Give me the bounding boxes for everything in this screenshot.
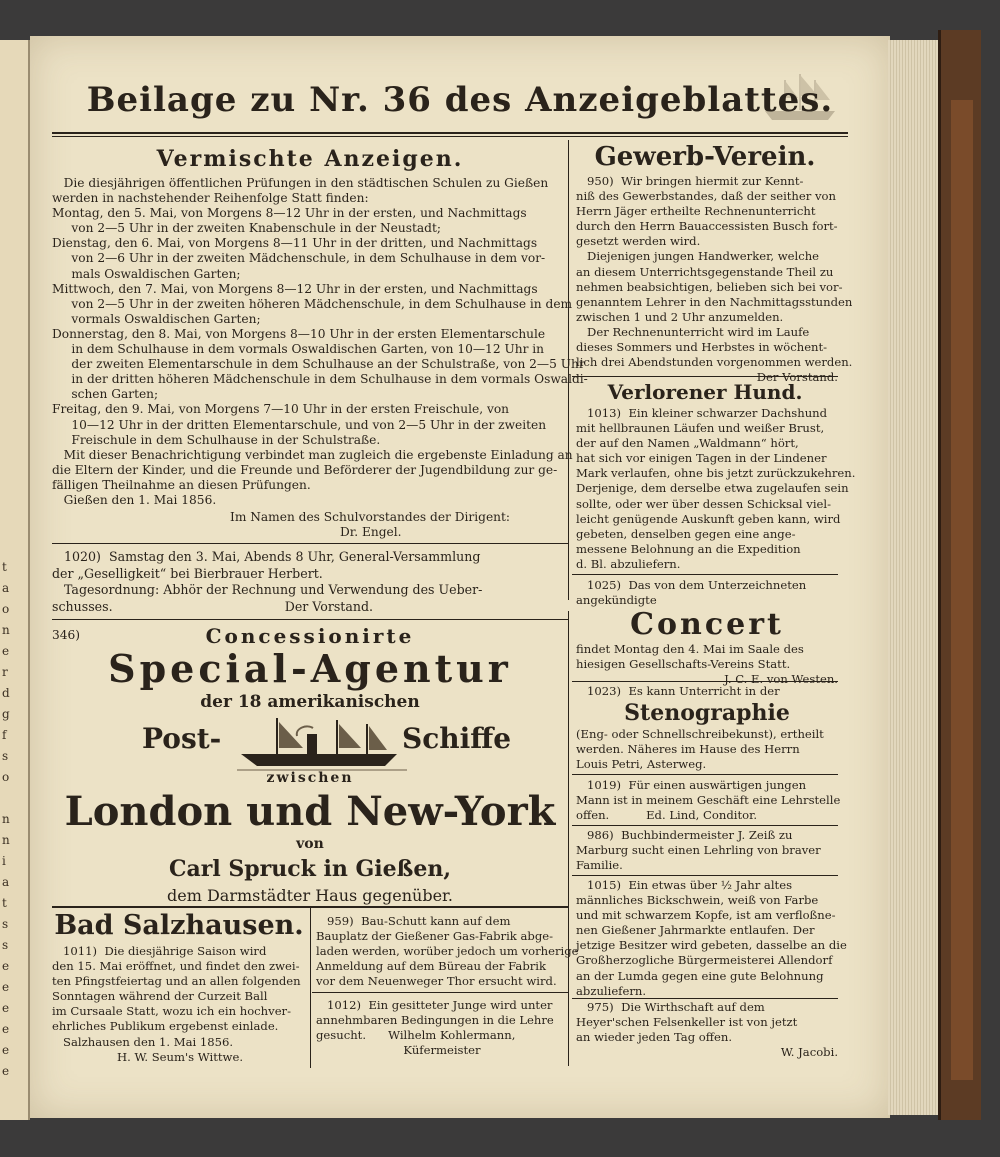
rule [572,681,838,682]
left-page-fragment: i [2,854,6,868]
salzhausen-line: im Cursaale Statt, wozu ich ein hochver- [52,1004,292,1019]
salzhausen-line: ten Pfingstfeiertag und an allen folgenden [52,974,301,989]
vermischte-line: Freitag, den 9. Mai, von Morgens 7—10 Uhr in der ersten Freischule, von [52,402,510,417]
page-edges [888,40,938,1115]
gewerb-line: Herrn Jäger ertheilte Rechnenunterricht [576,204,816,219]
left-page-fragment: e [2,1022,10,1036]
agentur-line9: dem Darmstädter Haus gegenüber. [166,886,454,905]
left-page-fragment: t [2,896,7,910]
vermischte-line: Freischule in dem Schulhause in der Schulstraße. [52,432,381,447]
agentur-line5: zwischen [266,770,354,786]
vermischte-line: fälligen Theilnahme an diesen Prüfungen. [52,477,311,492]
concert-line: hiesigen Gesellschafts-Vereins Statt. [576,657,791,672]
gewerb-line: 950) Wir bringen hiermit zur Kennt- [576,174,804,188]
concert-notice [576,578,838,687]
vermischte-line: von 2—5 Uhr in der zweiten höheren Mädchenschule, in dem Schulhause in dem [52,296,573,311]
schwein-notice [576,878,847,999]
buchbinder-line: Marburg sucht einen Lehrling von braver [576,843,821,858]
column-divider-lower [568,611,569,1066]
lehrstelle-line: Mann ist in meinem Geschäft eine Lehrstelle [576,793,841,808]
wirthschaft-lines [576,1000,838,1045]
rule [572,774,838,775]
lehre-notice [316,998,568,1058]
geselligkeit-line: der „Geselligkeit“ bei Bierbrauer Herbert. [52,565,323,581]
agentur-line8: Carl Spruck in Gießen, [168,856,452,882]
vermischte-line: Die diesjährigen öffentlichen Prüfungen in den städtischen Schulen zu Gießen [52,176,549,190]
salzhausen-signature: H. W. Seum's Wittwe. [116,1049,244,1064]
gewerb-heading: Gewerb-Verein. [594,142,816,172]
hund-notice [576,406,856,572]
geselligkeit-line: Tagesordnung: Abhör der Rechnung und Verwendung des Ueber- [52,582,483,597]
geselligkeit-notice [52,549,568,615]
hund-line: leicht genügende Auskunft geben kann, wird [576,511,841,526]
book-spine [938,30,981,1120]
schwein-line: an der Lumda gegen eine gute Belohnung [576,968,824,983]
vermischte-line: in dem Schulhause in dem vormals Oswaldischen Garten, von 10—12 Uhr in [52,342,545,357]
school-signature-line: Im Namen des Schulvorstandes der Dirigent: [230,510,511,524]
left-page-fragment: t [2,560,7,574]
concert-top-line: 1025) Das von dem Unterzeichneten [576,578,807,592]
salzhausen-line: Salzhausen den 1. Mai 1856. [52,1034,234,1049]
hund-line: Mark verlaufen, ohne bis jetzt zurückzukehren. [576,466,856,481]
geselligkeit-lines [52,549,568,615]
hund-lines [576,406,856,572]
vermischte-line: von 2—5 Uhr in der zweiten Knabenschule in der Neustadt; [52,221,441,236]
hund-line: 1013) Ein kleiner schwarzer Dachshund [576,406,828,420]
agentur-line7: von [296,836,324,852]
lehre-signature: Küfermeister [403,1043,481,1057]
left-page-fragment: f [2,728,7,742]
lehre-lines [316,998,568,1043]
hund-heading: Verlorener Hund. [607,380,803,404]
left-page-fragment: n [2,833,10,847]
left-page-fragment: n [2,812,10,826]
header-rule-thin [52,136,848,137]
gewerb-line: lich drei Abendstunden vorgenommen werden. [576,355,853,370]
vermischte-line: Donnerstag, den 8. Mai, von Morgens 8—10 Uhr in der ersten Elementarschule [52,326,546,341]
gewerb-notice [576,174,853,385]
schwein-lines [576,878,847,999]
buchbinder-lines [576,828,838,873]
lehre-line: gesucht. Wilhelm Kohlermann, [316,1028,516,1042]
schwein-line: jetzige Besitzer wird gebeten, dasselbe an die [576,938,847,953]
salzhausen-line: ehrliches Publikum ergebenst einlade. [52,1019,279,1034]
vermischte-lines [52,176,588,508]
rule [52,619,568,620]
concert-heading: Concert [630,607,784,643]
lehrstelle-line: offen. Ed. Lind, Conditor. [576,808,758,823]
steno-heading: Stenographie [624,700,790,727]
left-page-fragment: e [2,644,10,658]
lehrstelle-notice [576,778,841,823]
rule [572,574,838,575]
gewerb-line: niß des Gewerbstandes, daß der seither von [576,189,836,204]
bauschutt-lines [316,914,579,989]
wirthschaft-line: an wieder jeden Tag offen. [576,1030,733,1045]
lehre-line: annehmbaren Bedingungen in die Lehre [316,1013,554,1027]
wirthschaft-signature: W. Jacobi. [780,1045,838,1060]
vermischte-line: die Eltern der Kinder, und die Freunde und Beförderer der Jugendbildung zur ge- [52,462,558,477]
bauschutt-notice [316,914,579,989]
steno-line: (Eng- oder Schnellschreibekunst), ertheilt [576,727,824,742]
schwein-line: 1015) Ein etwas über ½ Jahr altes [576,878,793,892]
schwein-line: und mit schwarzem Kopfe, ist am verfloßne- [576,908,836,923]
page-title: Beilage zu Nr. 36 des Anzeigeblattes. [86,80,834,120]
hund-line: mit hellbraunen Läufen und weißer Brust, [576,421,825,436]
left-page-fragment: a [2,875,10,889]
buchbinder-notice [576,828,838,873]
left-page-fragment: n [2,623,10,637]
agentur-number: 346) [52,628,81,642]
rule [312,992,568,993]
rule [572,376,838,377]
agentur-line4b: Schiffe [402,722,512,755]
left-page-fragment: o [2,602,10,616]
bauschutt-line: Anmeldung auf dem Büreau der Fabrik [316,959,547,973]
rule [572,875,838,876]
gewerb-line: Der Rechnenunterricht wird im Laufe [576,324,810,339]
steno-lines [576,727,838,772]
left-page-fragment: e [2,1064,10,1078]
salzhausen-line: 1011) Die diesjährige Saison wird [52,944,267,958]
bauschutt-line: 959) Bau-Schutt kann auf dem [316,914,511,928]
salzhausen-line: den 15. Mai eröffnet, und findet den zwei- [52,959,300,974]
lehre-line: 1012) Ein gesitteter Junge wird unter [316,998,553,1012]
concert-top-line: angekündigte [576,593,657,608]
salzhausen-notice [52,944,308,1065]
concert-signature: J. C. E. von Westen. [724,672,838,687]
newspaper-page [30,36,890,1118]
left-page-fragment: a [2,581,10,595]
agentur-line2: Special-Agentur [108,646,512,691]
left-page-fragment: d [2,686,10,700]
buchbinder-line: Familie. [576,858,623,873]
vermischte-line: mals Oswaldischen Garten; [52,266,241,281]
school-signature-name: Dr. Engel. [340,525,402,539]
steno-notice [576,684,838,772]
hund-line: sollte, oder wer über dessen Schicksal viel- [576,496,832,511]
left-facing-page [0,40,30,1120]
left-page-fragment: e [2,1043,10,1057]
vermischte-line: Gießen den 1. Mai 1856. [52,492,217,507]
schwein-line: männliches Bickschwein, weiß von Farbe [576,893,819,908]
gewerb-lines [576,174,853,370]
hund-line: d. Bl. abzuliefern. [576,556,681,571]
header-rule [52,132,848,134]
vermischte-line: Montag, den 5. Mai, von Morgens 8—12 Uhr in der ersten, und Nachmittags [52,206,527,221]
agentur-line1: Concessionirte [205,624,415,648]
gewerb-line: an diesem Unterrichtsgegenstande Theil zu [576,264,834,279]
bauschutt-line: Bauplatz der Gießener Gas-Fabrik abge- [316,929,554,943]
concert-top-lines [576,578,838,608]
lehrstelle-lines [576,778,841,823]
gewerb-line: zwischen 1 und 2 Uhr anzumelden. [576,309,784,324]
vermischte-line: von 2—6 Uhr in der zweiten Mädchenschule, in dem Schulhause in dem vor- [52,251,546,266]
gewerb-line: dieses Sommers und Herbstes in wöchent- [576,340,828,355]
gewerb-line: durch den Herrn Bauaccessisten Busch fort- [576,219,838,234]
gewerb-line: Diejenigen jungen Handwerker, welche [576,249,820,264]
salzhausen-line: Sonntagen während der Curzeit Ball [52,989,268,1004]
vermischte-line: Mit dieser Benachrichtigung verbindet man zugleich die ergebenste Einladung an [52,447,573,462]
vermischte-line: der zweiten Elementarschule in dem Schulhause an der Schulstraße, von 2—5 Uhr [52,357,585,372]
left-page-fragment: s [2,938,9,952]
agentur-line3: der 18 amerikanischen [200,692,420,712]
bauschutt-line: laden werden, worüber jedoch um vorherige [316,944,579,958]
left-page-fragment: r [2,665,8,679]
vermischte-line: vormals Oswaldischen Garten; [52,311,261,326]
hund-line: der auf den Namen „Waldmann“ hört, [576,436,799,451]
schwein-line: Großherzogliche Bürgermeisterei Allendorf [576,953,833,968]
agentur-line6: London und New-York [64,788,556,835]
vermischte-line: werden in nachstehender Reihenfolge Statt finden: [52,191,369,206]
agentur-line4a: Post- [142,722,222,755]
vermischte-line: Dienstag, den 6. Mai, von Morgens 8—11 Uhr in der dritten, und Nachmittags [52,236,538,251]
concert-lines [576,642,838,672]
schwein-line: abzuliefern. [576,983,647,998]
left-page-fragment: o [2,770,10,784]
vermischte-line: schen Garten; [52,387,159,402]
rule [572,998,838,999]
gewerb-line: genanntem Lehrer in den Nachmittagsstunden [576,294,853,309]
hund-line: hat sich vor einigen Tagen in der Lindener [576,451,827,466]
vermischte-line: in der dritten höheren Mädchenschule in dem Schulhause in dem vormals Oswaldi- [52,372,588,387]
left-page-fragment: s [2,917,9,931]
wirthschaft-line: Heyer'schen Felsenkeller ist von jetzt [576,1015,798,1030]
salzhausen-heading: Bad Salzhausen. [54,910,304,941]
buchbinder-line: 986) Buchbindermeister J. Zeiß zu [576,828,793,842]
hund-line: gebeten, denselben gegen eine ange- [576,526,796,541]
hund-line: Derjenige, dem derselbe etwa zugelaufen sein [576,481,849,496]
wirthschaft-notice [576,1000,838,1060]
spine-strip [951,100,973,1080]
steno-line: Louis Petri, Asterweg. [576,757,707,772]
concert-line: findet Montag den 4. Mai im Saale des [576,642,804,657]
steno-top-line: 1023) Es kann Unterricht in der [576,684,780,698]
geselligkeit-line: 1020) Samstag den 3. Mai, Abends 8 Uhr, General-Versammlung [52,549,481,564]
wirthschaft-line: 975) Die Wirthschaft auf dem [576,1000,765,1014]
vermischte-body [52,176,588,508]
left-page-fragment: s [2,749,9,763]
rule [52,543,568,544]
inner-column-divider [310,908,311,1068]
vermischte-line: 10—12 Uhr in der dritten Elementarschule, und von 2—5 Uhr in der zweiten [52,417,547,432]
gewerb-line: nehmen beabsichtigen, belieben sich bei vor- [576,279,843,294]
left-page-fragment: e [2,959,10,973]
vermischte-line: Mittwoch, den 7. Mai, von Morgens 8—12 Uhr in der ersten, und Nachmittags [52,281,538,296]
left-page-fragment: e [2,980,10,994]
left-page-fragment: g [2,707,10,721]
gewerb-line: gesetzt werden wird. [576,234,701,249]
rule [572,825,838,826]
salzhausen-lines [52,944,308,1050]
left-page-fragment: e [2,1001,10,1015]
steamship-icon [237,714,407,774]
hund-line: messene Belohnung an die Expedition [576,541,801,556]
lehrstelle-line: 1019) Für einen auswärtigen jungen [576,778,807,792]
gewerb-signature: Der Vorstand. [756,370,838,385]
schwein-line: nen Gießener Jahrmarkte entlaufen. Der [576,923,815,938]
bauschutt-line: vor dem Neuenweger Thor ersucht wird. [316,974,557,988]
geselligkeit-line: schusses. Der Vorstand. [52,598,374,614]
vermischte-heading: Vermischte Anzeigen. [156,146,464,172]
steno-line: werden. Näheres im Hause des Herrn [576,742,800,757]
